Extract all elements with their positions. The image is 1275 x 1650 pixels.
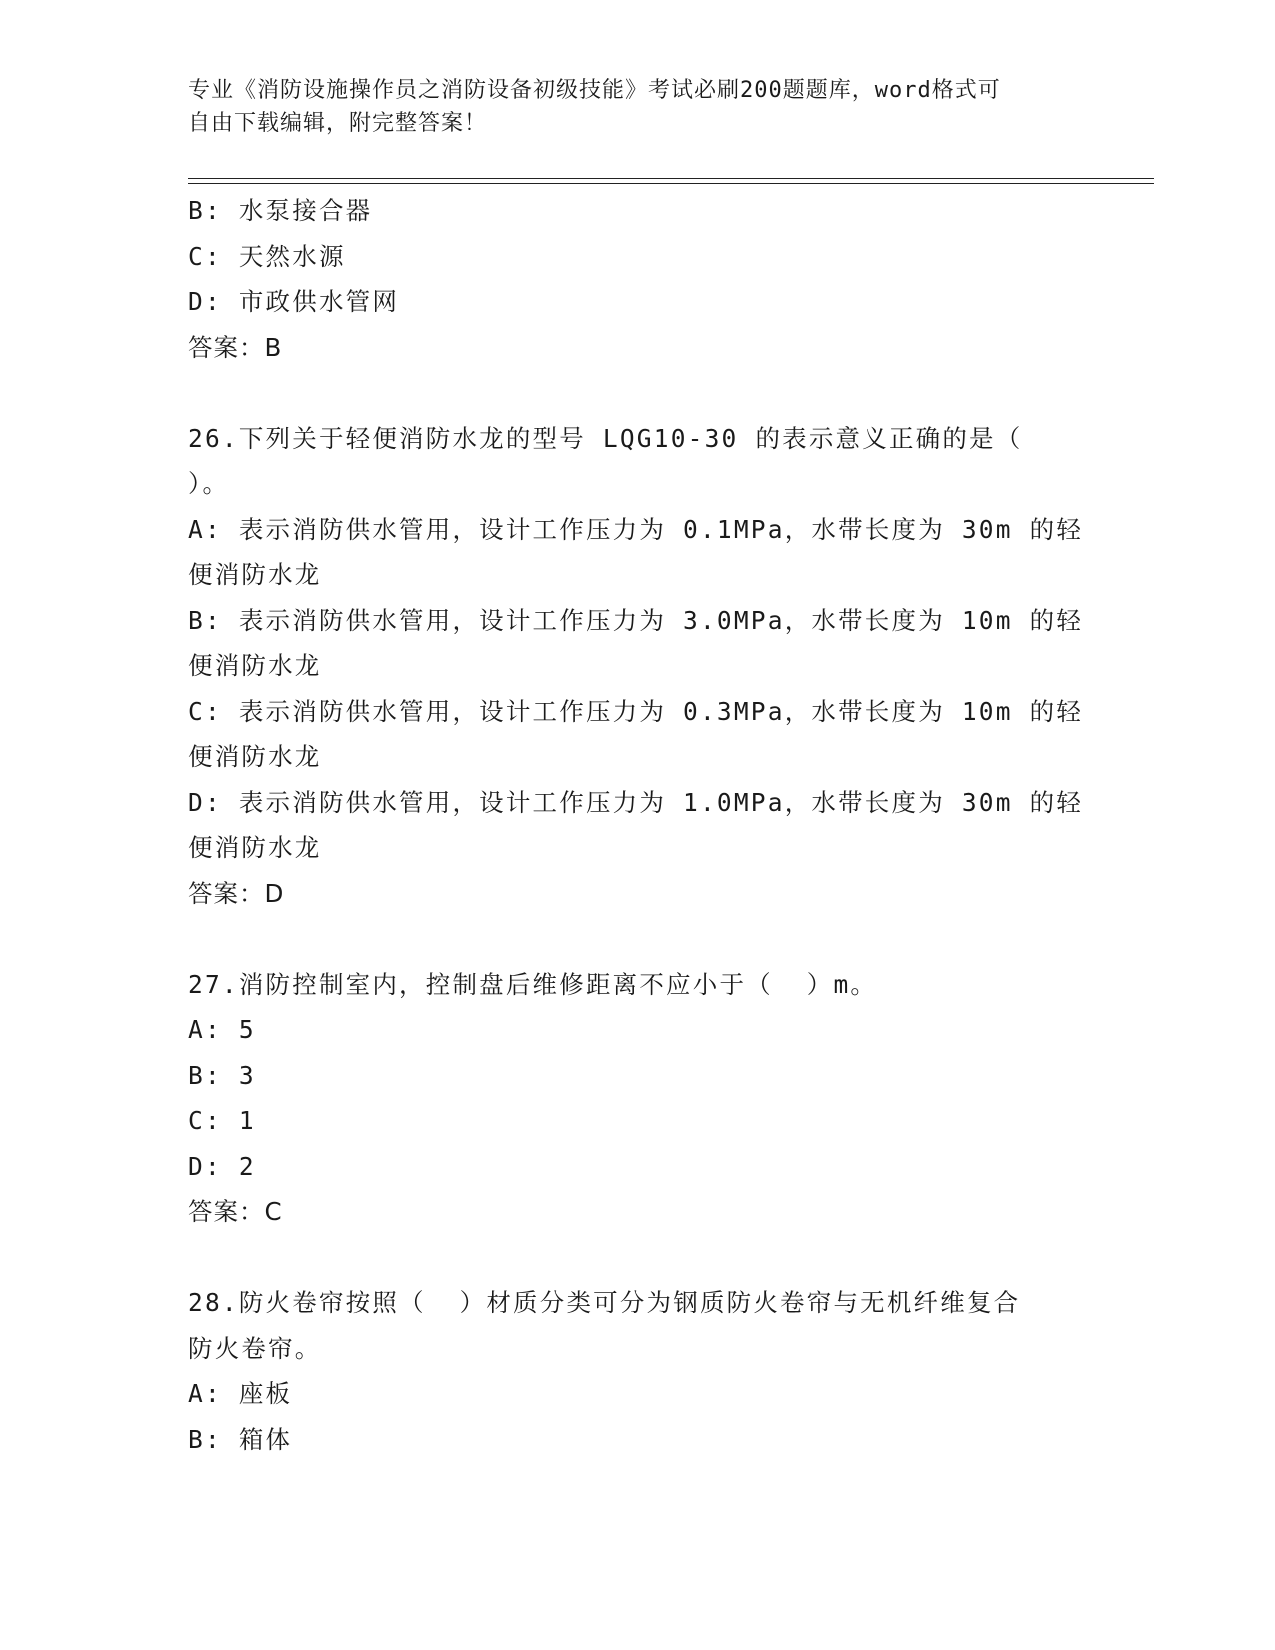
option-d: D: 表示消防供水管用，设计工作压力为 1.0MPa，水带长度为 30m 的轻 [188, 787, 1084, 817]
question-27 [188, 962, 1088, 1235]
question-stem-continued: ）。 [188, 469, 230, 498]
question-stem-continued: 防火卷帘。 [188, 1333, 322, 1363]
question-28 [188, 1280, 1088, 1462]
question-stem: 28.防火卷帘按照（ ）材质分类可分为钢质防火卷帘与无机纤维复合 [188, 1288, 1021, 1317]
option-b: B: 水泵接合器 [188, 196, 373, 225]
question-spacer [188, 916, 1088, 962]
header-line-1: 专业《消防设施操作员之消防设备初级技能》考试必刷200题题库，word格式可 [188, 78, 1001, 103]
question-25-tail [188, 188, 1088, 370]
question-spacer [188, 1235, 1088, 1281]
document-header [188, 74, 1078, 140]
question-stem: 27.消防控制室内，控制盘后维修距离不应小于（ ）m。 [188, 969, 878, 999]
answer-line: 答案：B [188, 332, 283, 362]
option-a: A: 座板 [188, 1379, 293, 1408]
option-a-continued: 便消防水龙 [188, 560, 322, 589]
header-line-2: 自由下载编辑，附完整答案！ [188, 111, 488, 136]
answer-line: 答案：D [188, 878, 285, 908]
option-b: B: 箱体 [188, 1424, 293, 1454]
option-c: C: 天然水源 [188, 241, 346, 271]
option-d-continued: 便消防水龙 [188, 833, 322, 862]
option-b: B: 3 [188, 1060, 256, 1090]
header-divider-bottom [188, 183, 1154, 184]
question-spacer [188, 370, 1088, 416]
header-divider-top [188, 178, 1154, 179]
question-list [188, 188, 1088, 1462]
answer-line: 答案：C [188, 1197, 283, 1226]
option-c: C: 表示消防供水管用，设计工作压力为 0.3MPa，水带长度为 10m 的轻 [188, 696, 1084, 726]
question-stem: 26.下列关于轻便消防水龙的型号 LQG10-30 的表示意义正确的是（ [188, 423, 1023, 453]
option-c-continued: 便消防水龙 [188, 742, 322, 771]
option-d: D: 2 [188, 1151, 256, 1181]
option-c: C: 1 [188, 1106, 256, 1135]
option-d: D: 市政供水管网 [188, 287, 400, 316]
question-26 [188, 416, 1088, 917]
option-b-continued: 便消防水龙 [188, 651, 322, 680]
option-a: A: 5 [188, 1015, 256, 1044]
option-a: A: 表示消防供水管用，设计工作压力为 0.1MPa，水带长度为 30m 的轻 [188, 514, 1084, 544]
option-b: B: 表示消防供水管用，设计工作压力为 3.0MPa，水带长度为 10m 的轻 [188, 605, 1084, 635]
